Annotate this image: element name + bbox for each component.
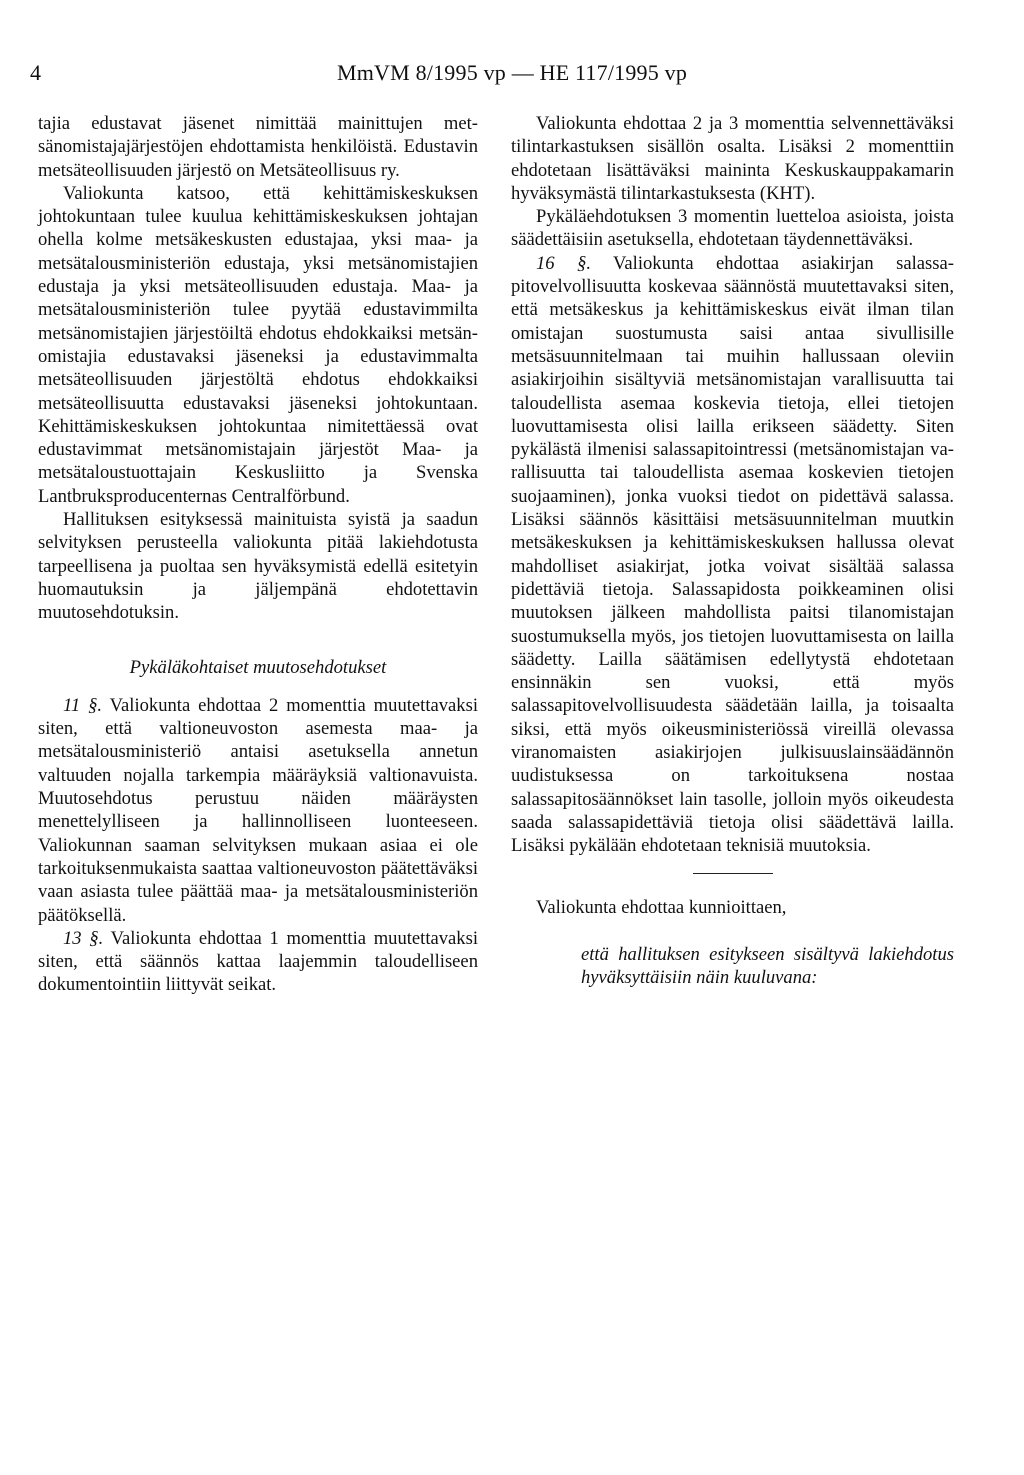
section-16-paragraph [511,252,954,858]
left-column [38,112,478,997]
left-paragraph-3: Hallituksen esityksessä mainituista syistä ja saadun selvityksen perusteella valiokunta pitää lakiehdotusta tarpeellisena ja puoltaa sen hyväksymistä edellä esitetyin huomautuksin ja jäljempänä ehdotettavin muutosehdotuksin. [38,509,478,624]
section-11-number: 11 §. [63,694,103,716]
right-column [511,112,954,989]
section-11-paragraph [38,694,478,927]
section-16-number: 16 §. [536,252,591,274]
page-number: 4 [30,60,41,85]
right-paragraph-2: Pykäläehdotuksen 3 momentin luetteloa asioista, joista säädettäisiin asetuksella, ehdotetaan täydennettäväksi. [511,206,954,251]
left-paragraph-2: Valiokunta katsoo, että kehittämiskeskuksen johtokuntaan tulee kuulua kehittämiskeskuksen johtajan ohella kolme metsäkeskusten edustajaa, yksi maa- ja metsätalousministeriön edustaja, yksi metsänomistajien edustaja ja yksi metsäteollisuuden edustaja. Maa- ja metsätalousministeriön tulee pyytää edustavimmilta metsänomistajien järjestöiltä ehdotus ehdokkaiksi metsänomistajia edustavaksi jäseneksi ja edustavimmalta metsäteollisuuden järjestöltä ehdotus ehdokkaiksi metsäteollisuutta edustavaksi jäseneksi johtokuntaan. Kehittämiskeskuksen johtokuntaa nimitettäessä ovat edustavimmat metsänomistajain järjestöt Maa- ja metsätaloustuottajain Keskusliitto ja Svenska Lantbruksproducenternas Centralförbund. [38,182,478,507]
proposal-body: että hallituksen esitykseen sisältyvä lakiehdotus hyväksyttäisiin näin kuuluvana: [581,943,954,989]
right-paragraph-1: Valiokunta ehdottaa 2 ja 3 momenttia selvennettäväksi tilintarkastuksen sisällön osalta. Lisäksi 2 momenttiin ehdotetaan lisättäväksi maininta Keskuskauppakamarin hyväksymästä tilintarkastuksesta (KHT). [511,113,954,204]
running-title: MmVM 8/1995 vp — HE 117/1995 vp [336,60,688,85]
section-11-text: Valiokunta ehdottaa 2 momenttia muutettavaksi siten, että valtioneuvoston asemesta maa- ja metsätalousministeriö antaisi asetuksella annetun valtuuden nojalla tarkempia määräyksiä valtionavuista. Muutosehdotus perustuu näiden määräysten menettelylliseen ja hallinnolliseen luonteeseen. Valiokunnan saaman selvityksen mukaan asiaa ei ole tarkoituksenmukaista saattaa valtioneuvoston päätettäväksi vaan asiasta tulee päättää maa- ja metsätalousministeriön päätöksellä. [38,694,478,926]
section-16-text: Valiokunta ehdottaa asiakirjan salassapitovelvollisuutta koskevaa säännöstä muutettavaksi siten, että metsäkeskus ja kehittämiskeskus eivät ilman tilan omistajan suostumusta saisi antaa sivullisille metsäsuunnitelmaan tai muihin hallussaan oleviin asiakirjoihin sisältyviä metsänomistajan varallisuutta tai taloudellista asemaa koskevia tietoja, ellei tietojen luovuttamisesta olisi lailla erikseen säädetty. Siten pykälästä ilmenisi salassapitointressi (metsänomistajan varallisuutta tai taloudellista asemaa koskevien tietojen suojaaminen), jonka vuoksi tiedot on pidettävä salassa. Lisäksi säännös käsittäisi metsäsuunnitelman muutkin metsäkeskuksen ja kehittämiskeskuksen hallussa olevat mahdolliset asiakirjat, jotka voivat sisältää salassa pidettäviä tietoja. Salassapidosta poikkeaminen olisi muutoksen jälkeen mahdollista paitsi tilanomistajan suostumuksella myös, jos tietojen luovuttamisesta on lailla säädetty. Lailla säätämisen edellytystä ehdotetaan ensinnäkin sen vuoksi, että myös salassapitovelvollisuudesta säädetään lailla, ja toisaalta siksi, että myös oikeusministeriössä vireillä olevassa viranomaisten asiakirjojen julkisuuslainsäädännön uudistuksessa on tarkoituksena nostaa salassapitosäännökset lain tasolle, jolloin myös oikeudesta saada salassapidettäviä tietoja olisi säädettävä lailla. Lisäksi pykälään ehdotetaan teknisiä muutoksia. [511,252,954,857]
section-13-paragraph [38,927,478,997]
proposal-intro: Valiokunta ehdottaa kunnioittaen, [536,896,787,918]
divider-rule [693,873,773,874]
section-13-number: 13 §. [63,927,104,949]
left-paragraph-1: tajia edustavat jäsenet nimittää mainittujen metsänomistajajärjestöjen ehdottamista henkilöistä. Edustavin metsäteollisuuden järjestö on Metsäteollisuus ry. [38,113,478,181]
section-13-text: Valiokunta ehdottaa 1 momenttia muutettavaksi siten, että säännös kattaa laajemmin taloudelliseen dokumentointiin liittyvät seikat. [38,927,479,996]
section-heading: Pykäläkohtaiset muutosehdotukset [129,656,387,678]
